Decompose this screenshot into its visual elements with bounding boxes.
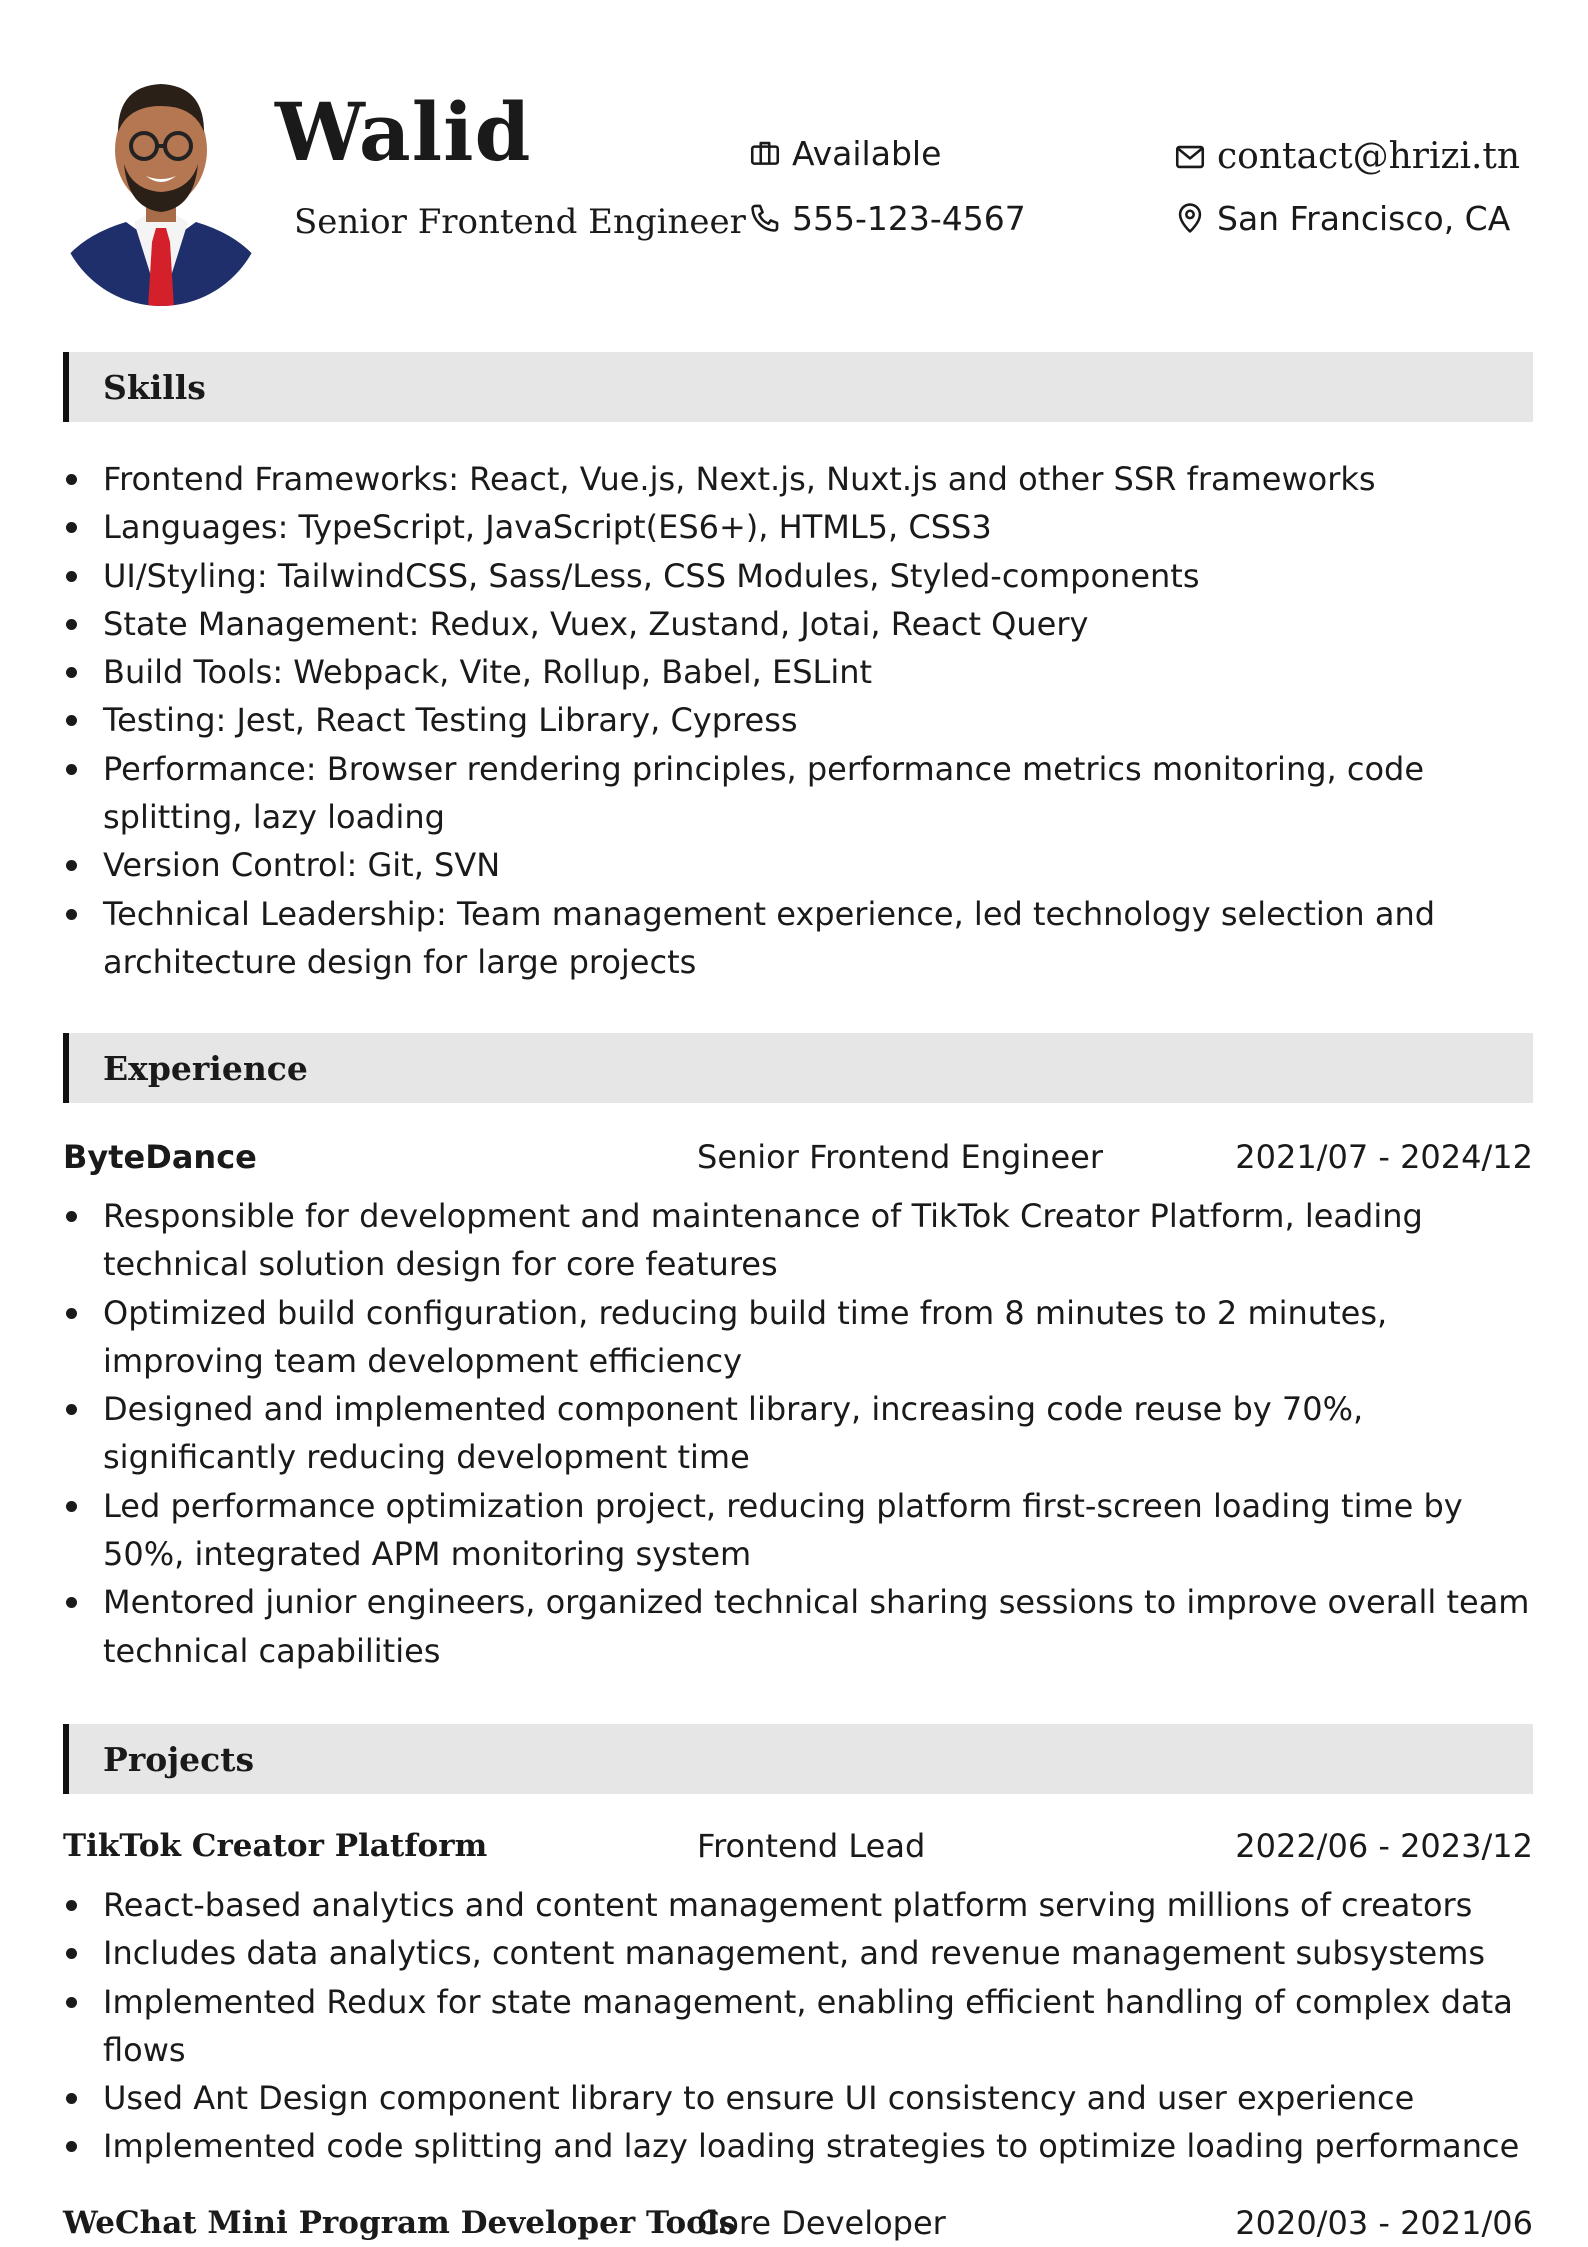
job-title: Senior Frontend Engineer — [697, 1138, 1103, 1176]
phone — [748, 198, 1026, 238]
map-pin-icon — [1173, 201, 1207, 235]
project-role: Core Developer — [697, 2204, 946, 2242]
list-item: Mentored junior engineers, organized technical sharing sessions to improve overall team technical capabilities — [63, 1578, 1533, 1675]
location-text: San Francisco, CA — [1217, 198, 1511, 238]
list-item: Responsible for development and maintenance of TikTok Creator Platform, leading technical solution design for core features — [63, 1192, 1533, 1289]
phone-icon — [748, 201, 782, 235]
profile-photo — [56, 72, 266, 308]
skills-list — [63, 455, 1533, 986]
list-item: Languages: TypeScript, JavaScript(ES6+), HTML5, CSS3 — [63, 503, 1533, 551]
experience-heading-text: Experience — [103, 1048, 308, 1088]
list-item: Implemented Redux for state management, enabling efficient handling of complex data flows — [63, 1978, 1533, 2075]
briefcase-icon — [748, 136, 782, 170]
list-item: Includes data analytics, content management, and revenue management subsystems — [63, 1929, 1533, 1977]
list-item: Performance: Browser rendering principles, performance metrics monitoring, code splitting, lazy loading — [63, 745, 1533, 842]
location — [1173, 198, 1511, 238]
project-bullets — [63, 1881, 1533, 2171]
date-range: 2020/03 - 2021/06 — [1235, 2204, 1533, 2242]
project-entry-header — [63, 1822, 1533, 1870]
list-item: UI/Styling: TailwindCSS, Sass/Less, CSS Modules, Styled-components — [63, 552, 1533, 600]
email — [1173, 136, 1521, 177]
list-item: State Management: Redux, Vuex, Zustand, Jotai, React Query — [63, 600, 1533, 648]
projects-heading — [63, 1724, 1533, 1794]
company-name: ByteDance — [63, 1138, 257, 1176]
mail-icon — [1173, 140, 1207, 174]
list-item: Led performance optimization project, reducing platform first-screen loading time by 50%, integrated APM monitoring system — [63, 1482, 1533, 1579]
list-item: Frontend Frameworks: React, Vue.js, Next.js, Nuxt.js and other SSR frameworks — [63, 455, 1533, 503]
list-item: Implemented code splitting and lazy loading strategies to optimize loading performance — [63, 2122, 1533, 2170]
list-item: React-based analytics and content management platform serving millions of creators — [63, 1881, 1533, 1929]
list-item: Used Ant Design component library to ensure UI consistency and user experience — [63, 2074, 1533, 2122]
list-item: Version Control: Git, SVN — [63, 841, 1533, 889]
list-item: Designed and implemented component library, increasing code reuse by 70%, significantly reducing development time — [63, 1385, 1533, 1482]
date-range: 2021/07 - 2024/12 — [1235, 1138, 1533, 1176]
project-name: WeChat Mini Program Developer Tools — [63, 2205, 737, 2241]
experience-bullets — [63, 1192, 1533, 1675]
list-item: Optimized build configuration, reducing build time from 8 minutes to 2 minutes, improving team development efficiency — [63, 1289, 1533, 1386]
phone-number[interactable]: 555-123-4567 — [792, 198, 1026, 238]
projects-heading-text: Projects — [103, 1739, 255, 1779]
list-item: Build Tools: Webpack, Vite, Rollup, Babel, ESLint — [63, 648, 1533, 696]
skills-heading-text: Skills — [103, 367, 206, 407]
date-range: 2022/06 - 2023/12 — [1235, 1827, 1533, 1865]
candidate-title: Senior Frontend Engineer — [294, 202, 746, 242]
list-item: Technical Leadership: Team management experience, led technology selection and architecture design for large projects — [63, 890, 1533, 987]
availability — [748, 133, 942, 173]
project-role: Frontend Lead — [697, 1827, 926, 1865]
list-item: Testing: Jest, React Testing Library, Cypress — [63, 696, 1533, 744]
project-entry-header — [63, 2199, 1533, 2247]
experience-entry-header — [63, 1133, 1533, 1181]
candidate-name: Walid — [275, 85, 532, 179]
email-address[interactable]: contact@hrizi.tn — [1217, 136, 1521, 177]
skills-heading — [63, 352, 1533, 422]
project-name: TikTok Creator Platform — [63, 1828, 488, 1864]
availability-text: Available — [792, 133, 942, 173]
experience-heading — [63, 1033, 1533, 1103]
